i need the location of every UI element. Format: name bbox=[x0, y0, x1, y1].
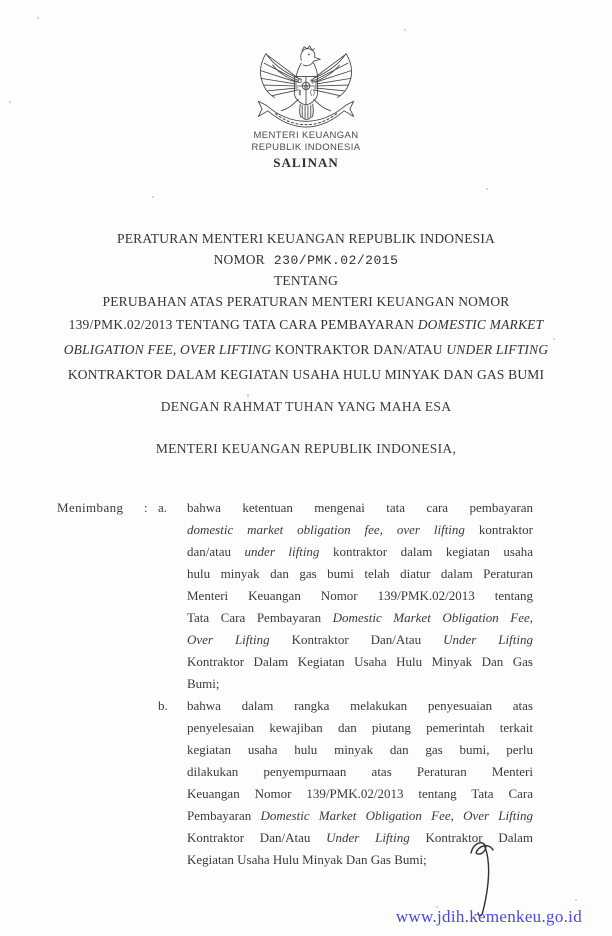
considerations-items bbox=[158, 497, 533, 871]
garuda-pancasila-emblem bbox=[256, 44, 356, 128]
text-run: Kontraktor Dalam bbox=[409, 830, 533, 845]
scan-speck bbox=[152, 196, 154, 198]
body-line bbox=[187, 695, 533, 717]
title-line bbox=[30, 337, 582, 362]
text-run: Menteri Keuangan Nomor 139/PMK.02/2013 tentang bbox=[187, 588, 533, 603]
scan-speck bbox=[404, 29, 406, 31]
title-line bbox=[30, 249, 582, 270]
item-marker: a. bbox=[158, 500, 168, 515]
text-run: bahwa ketentuan mengenai tata cara pembayaran bbox=[187, 500, 533, 515]
text-run: TENTANG bbox=[273, 273, 339, 288]
text-run: PERUBAHAN ATAS PERATURAN MENTERI KEUANGAN NOMOR bbox=[102, 294, 510, 309]
italic-term: DOMESTIC MARKET bbox=[417, 317, 544, 332]
body-line bbox=[187, 761, 533, 783]
ministry-name bbox=[0, 130, 612, 153]
body-line bbox=[187, 585, 533, 607]
text-run: Kontraktor Dan/Atau bbox=[187, 830, 327, 845]
scan-speck bbox=[486, 188, 488, 190]
regulation-title bbox=[30, 228, 582, 387]
italic-term: Domestic Market Obligation Fee, Over Lifting bbox=[260, 808, 533, 823]
body-line bbox=[187, 739, 533, 761]
italic-term: Domestic Market Obligation Fee, bbox=[332, 610, 533, 625]
italic-term: Over Lifting bbox=[187, 632, 270, 647]
salinan-label: SALINAN bbox=[273, 155, 339, 170]
regulation-number: 230/PMK.02/2015 bbox=[273, 253, 399, 268]
title-line bbox=[30, 291, 582, 312]
body-line bbox=[187, 673, 533, 695]
body-line bbox=[187, 717, 533, 739]
menimbang-colon: : bbox=[144, 500, 148, 515]
scan-speck bbox=[9, 101, 11, 103]
menimbang-label: Menimbang bbox=[57, 500, 124, 515]
text-run: Kegiatan Usaha Hulu Minyak Dan Gas Bumi; bbox=[187, 852, 427, 867]
text-run: bahwa dalam rangka melakukan penyesuaian atas bbox=[187, 698, 533, 713]
text-run: Tata Cara Pembayaran bbox=[187, 610, 333, 625]
body-line bbox=[187, 805, 533, 827]
italic-term: Under Lifting bbox=[326, 830, 410, 845]
italic-term: OBLIGATION FEE, OVER LIFTING bbox=[63, 342, 272, 357]
italic-term: UNDER LIFTING bbox=[446, 342, 549, 357]
body-line bbox=[187, 541, 533, 563]
text-run: KONTRAKTOR DALAM KEGIATAN USAHA HULU MINYAK DAN GAS BUMI bbox=[67, 367, 545, 382]
considerations-section bbox=[57, 497, 533, 871]
item-text bbox=[187, 497, 533, 695]
text-run: dilakukan penyempurnaan atas Peraturan Menteri bbox=[187, 764, 533, 779]
body-line bbox=[187, 651, 533, 673]
text-run: Pembayaran bbox=[187, 808, 261, 823]
text-run: dan/atau bbox=[187, 544, 245, 559]
title-line bbox=[30, 228, 582, 249]
text-run: Kontraktor Dalam Kegiatan Usaha Hulu Minyak Dan Gas bbox=[187, 654, 533, 669]
scan-speck bbox=[37, 17, 39, 19]
invocation-text: DENGAN RAHMAT TUHAN YANG MAHA ESA bbox=[160, 399, 452, 414]
text-run: Bumi; bbox=[187, 676, 220, 691]
ministry-name-line2: REPUBLIK INDONESIA bbox=[251, 141, 361, 153]
text-run: kegiatan usaha hulu minyak dan gas bumi, perlu bbox=[187, 742, 533, 757]
text-run: KONTRAKTOR DAN/ATAU bbox=[271, 342, 447, 357]
italic-term: domestic market obligation fee, over lifting bbox=[187, 522, 465, 537]
title-line bbox=[30, 312, 582, 337]
footer-url[interactable]: www.jdih.kemenkeu.go.id bbox=[395, 907, 582, 926]
body-line bbox=[187, 563, 533, 585]
text-run: Keuangan Nomor 139/PMK.02/2013 tentang Tata Cara bbox=[187, 786, 533, 801]
scan-speck bbox=[575, 899, 577, 901]
text-run: NOMOR bbox=[213, 252, 265, 267]
item-marker: b. bbox=[158, 698, 168, 713]
text-run: kontraktor bbox=[464, 522, 533, 537]
consideration-item-a bbox=[158, 497, 533, 695]
text-run: PERATURAN MENTERI KEUANGAN REPUBLIK INDONESIA bbox=[117, 231, 495, 246]
text-run: hulu minyak dan gas bumi telah diatur dalam Peraturan bbox=[187, 566, 533, 581]
scan-speck bbox=[247, 394, 249, 397]
body-line bbox=[187, 607, 533, 629]
body-line bbox=[187, 629, 533, 651]
italic-term: under lifting bbox=[244, 544, 320, 559]
text-run: penyelesaian kewajiban dan piutang pemerintah terkait bbox=[187, 720, 533, 735]
body-line bbox=[187, 497, 533, 519]
body-line bbox=[187, 519, 533, 541]
text-run: 139/PMK.02/2013 TENTANG TATA CARA PEMBAYARAN bbox=[68, 317, 418, 332]
authority-text: MENTERI KEUANGAN REPUBLIK INDONESIA, bbox=[155, 441, 457, 456]
title-line bbox=[30, 362, 582, 387]
italic-term: Under Lifting bbox=[443, 632, 533, 647]
text-run: kontraktor dalam kegiatan usaha bbox=[319, 544, 533, 559]
ministry-name-line1: MENTERI KEUANGAN bbox=[253, 130, 359, 141]
text-run: Kontraktor Dan/Atau bbox=[269, 632, 444, 647]
title-line bbox=[30, 270, 582, 291]
body-line bbox=[187, 783, 533, 805]
